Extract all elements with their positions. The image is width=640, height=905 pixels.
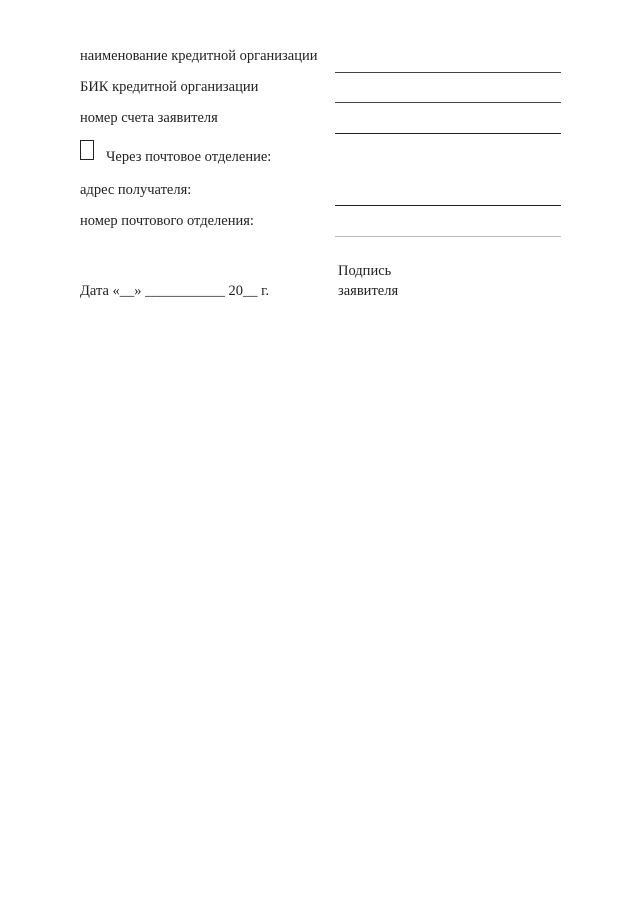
bik-label: БИК кредитной организации (80, 79, 259, 95)
post-office-checkbox[interactable] (80, 140, 94, 160)
bik-field[interactable] (335, 102, 561, 103)
bank-name-field[interactable] (335, 72, 561, 73)
account-number-label: номер счета заявителя (80, 110, 218, 126)
post-office-number-label: номер почтового отделения: (80, 213, 254, 229)
bank-name-label: наименование кредитной организации (80, 48, 318, 64)
signature-label-line1: Подпись (338, 263, 392, 279)
signature-label-line2: заявителя (338, 283, 399, 299)
account-number-field[interactable] (335, 133, 561, 134)
date-line: Дата «__» ___________ 20__ г. (80, 283, 270, 299)
post-office-option-label: Через почтовое отделение: (106, 149, 272, 165)
recipient-address-label: адрес получателя: (80, 182, 192, 198)
post-office-number-field[interactable] (335, 236, 561, 237)
recipient-address-field[interactable] (335, 205, 561, 206)
